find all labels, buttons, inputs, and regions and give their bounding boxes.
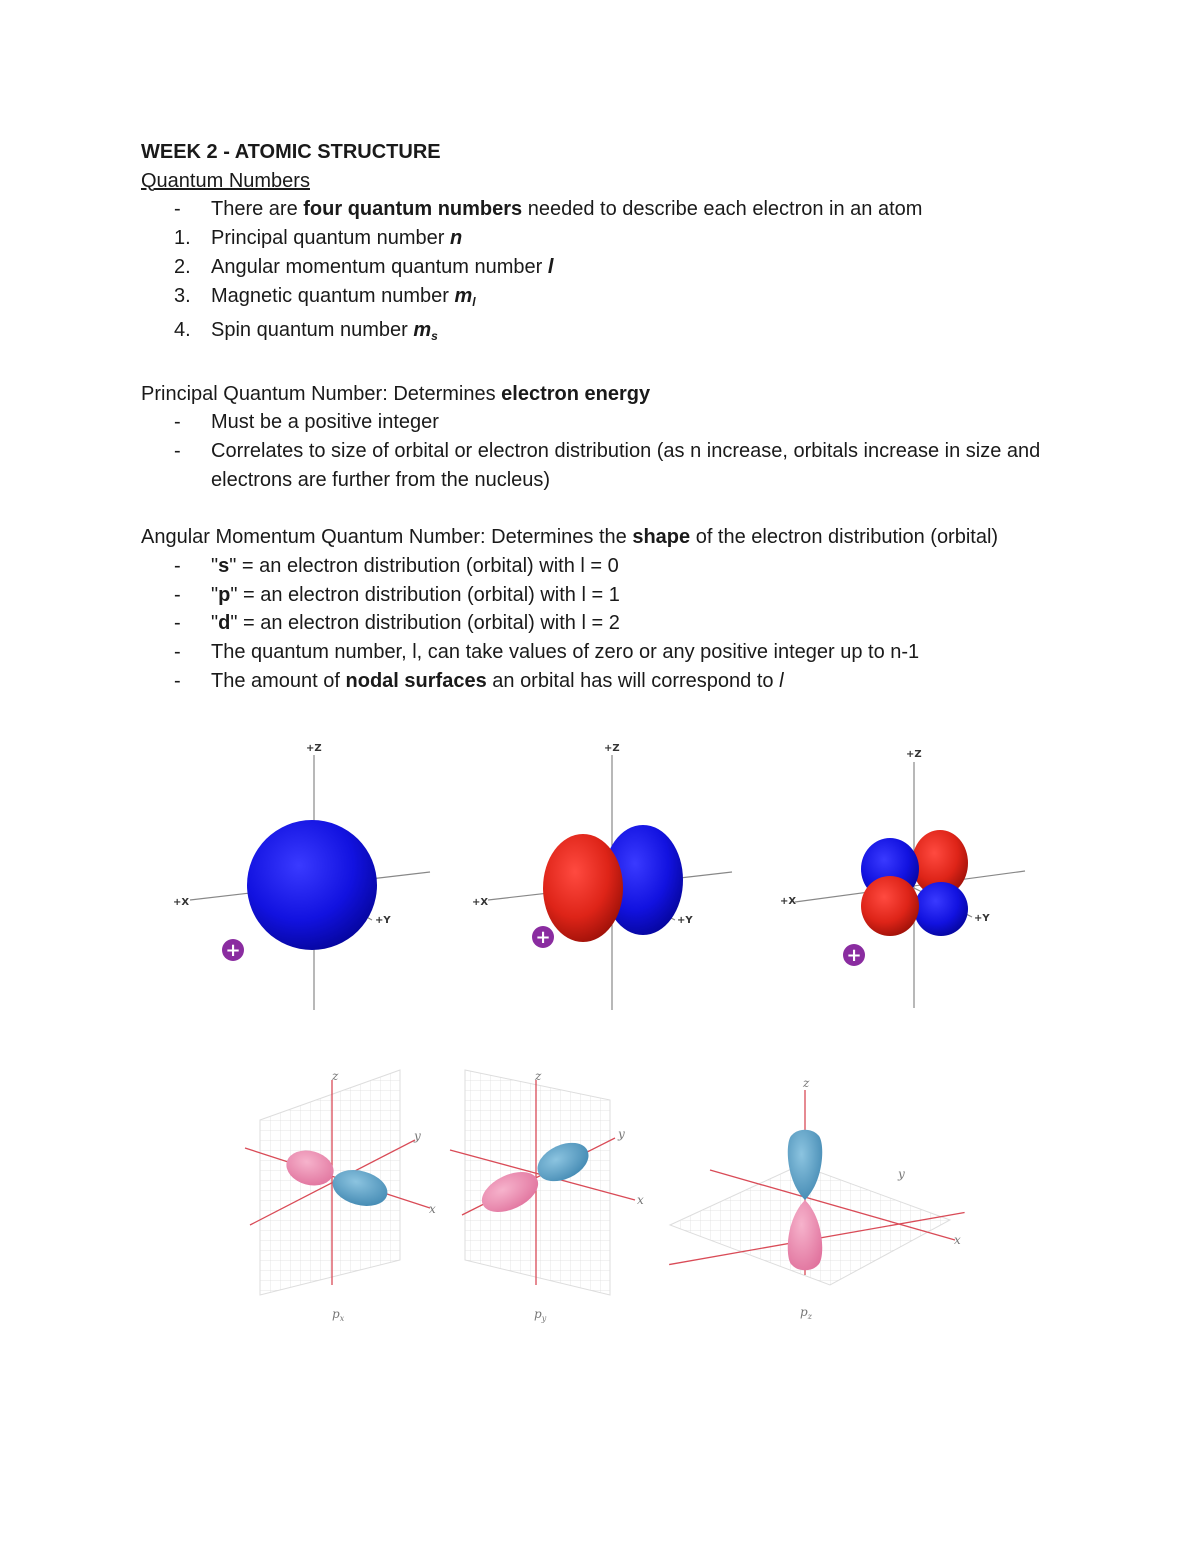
bullet-post: an orbital has will correspond to [486,669,780,692]
bullet-bold: nodal surfaces [345,669,487,692]
dash-marker: - [174,440,181,463]
plus-icon-glyph: + [846,945,862,966]
list-item: - "d" = an electron distribution (orbital) with l = 2 [141,609,1041,638]
list-item [141,437,1041,494]
quantum-numbers-heading: Quantum Numbers [141,169,310,192]
bullet-text: = an electron distribution (orbital) with l = 1 [237,583,620,606]
intro-pre: There are [211,198,304,221]
caption-sub: z [807,1312,812,1321]
item-text: Magnetic quantum number [211,284,455,307]
caption-main: p [534,1307,542,1321]
bullet-text: Correlates to size of orbital or electron distribution (as n increase, orbitals increase in size and electrons are further from the nucleus) [211,440,1041,491]
num-marker: 4. [174,319,191,342]
s-orbital [173,743,430,1010]
intro-post: needed to describe each electron in an atom [522,198,923,221]
axis-x-label: x [954,1233,961,1247]
orbital-letter: s [218,554,230,577]
principal-list [141,408,1041,494]
item-text: Angular momentum quantum number [211,255,548,278]
principal-heading [141,380,1041,409]
intro-bold: four quantum numbers [303,198,523,221]
axis-y-label: y [414,1129,421,1143]
dash-marker: - [174,198,181,221]
axis-x-label: +X [780,896,797,907]
axis-y-label: +Y [974,913,990,924]
subscript: s [431,329,438,344]
heading-post: of the electron distribution (orbital) [690,526,999,549]
list-item [141,195,1041,224]
bullet-text: = an electron distribution (orbital) with l = 2 [237,612,620,635]
notes-text [141,138,1041,695]
heading-pre: Principal Quantum Number: Determines [141,382,502,405]
py-caption [534,1307,547,1323]
num-marker: 2. [174,255,191,278]
dash-marker: - [174,612,181,635]
axis-x-label: +X [173,897,190,908]
list-item [141,224,1041,253]
symbol: m [454,284,473,307]
quantum-list [141,195,1041,351]
caption-main: p [332,1307,340,1321]
axis-z-label: z [332,1069,339,1083]
axis-z-label: z [803,1076,810,1090]
page-title: WEEK 2 - ATOMIC STRUCTURE [141,141,441,163]
angular-heading [141,523,1041,552]
plus-icon-glyph: + [535,927,551,948]
pz-orbital [669,1076,964,1321]
list-item [141,316,1041,351]
item-text: Principal quantum number [211,227,451,250]
bullet-italic: l [779,669,784,692]
bullet-text: The quantum number, l, can take values of zero or any positive integer up to n-1 [211,640,920,663]
caption-sub: y [541,1314,547,1323]
heading-bold: electron energy [501,382,651,405]
axis-x-label: x [429,1202,436,1216]
axis-y-label: +Y [677,915,693,926]
list-item: - "s" = an electron distribution (orbital) with l = 0 [141,552,1041,581]
dash-marker: - [174,669,181,692]
symbol: l [547,255,554,278]
list-item [141,408,1041,437]
list-item [141,282,1041,317]
d-lobe-blue-lower [914,882,968,936]
dash-marker: - [174,554,181,577]
py-orbital [450,1069,644,1323]
d-orbital [780,749,1025,1008]
orbital-letter: d [218,612,231,635]
list-item [141,638,1041,667]
axis-x-label: x [637,1193,644,1207]
item-text: Spin quantum number [211,319,414,342]
dash-marker: - [174,583,181,606]
px-orbital [245,1069,436,1323]
s-lobe [247,820,377,950]
list-item [141,253,1041,282]
bottom-p-orbitals-figure [230,1060,990,1330]
p-lobe-red [543,834,623,942]
bullet-text: = an electron distribution (orbital) with l = 0 [236,554,619,577]
plus-icon-glyph: + [225,940,241,961]
axis-x-label: +X [472,897,489,908]
pz-caption [800,1305,813,1321]
d-lobe-red-lower [861,876,919,936]
px-caption [332,1307,345,1323]
axis-z-label: z [535,1069,542,1083]
num-marker: 1. [174,227,191,250]
bullet-pre: The amount of [211,669,346,692]
list-item [141,667,1041,696]
heading-pre: Angular Momentum Quantum Number: Determines the [141,526,633,549]
caption-main: p [800,1305,808,1319]
symbol: n [450,227,463,250]
heading-bold: shape [632,526,691,549]
dash-marker: - [174,640,181,663]
axis-z-label: +Z [306,743,322,754]
axis-y-label: y [898,1167,905,1181]
axis-y-label: +Y [375,915,391,926]
angular-list [141,552,1041,696]
dash-marker: - [174,411,181,434]
symbol: m [413,319,432,342]
orbital-letter: p [218,583,231,606]
axis-z-label: +Z [906,749,922,760]
subscript: l [472,294,476,309]
p-orbital [472,743,732,1010]
axis-z-label: +Z [604,743,620,754]
num-marker: 3. [174,284,191,307]
list-item: - "p" = an electron distribution (orbital) with l = 1 [141,581,1041,610]
caption-sub: x [339,1314,345,1323]
top-orbitals-figure [140,720,1060,1020]
axis-y-label: y [618,1127,625,1141]
bullet-text: Must be a positive integer [211,411,439,434]
